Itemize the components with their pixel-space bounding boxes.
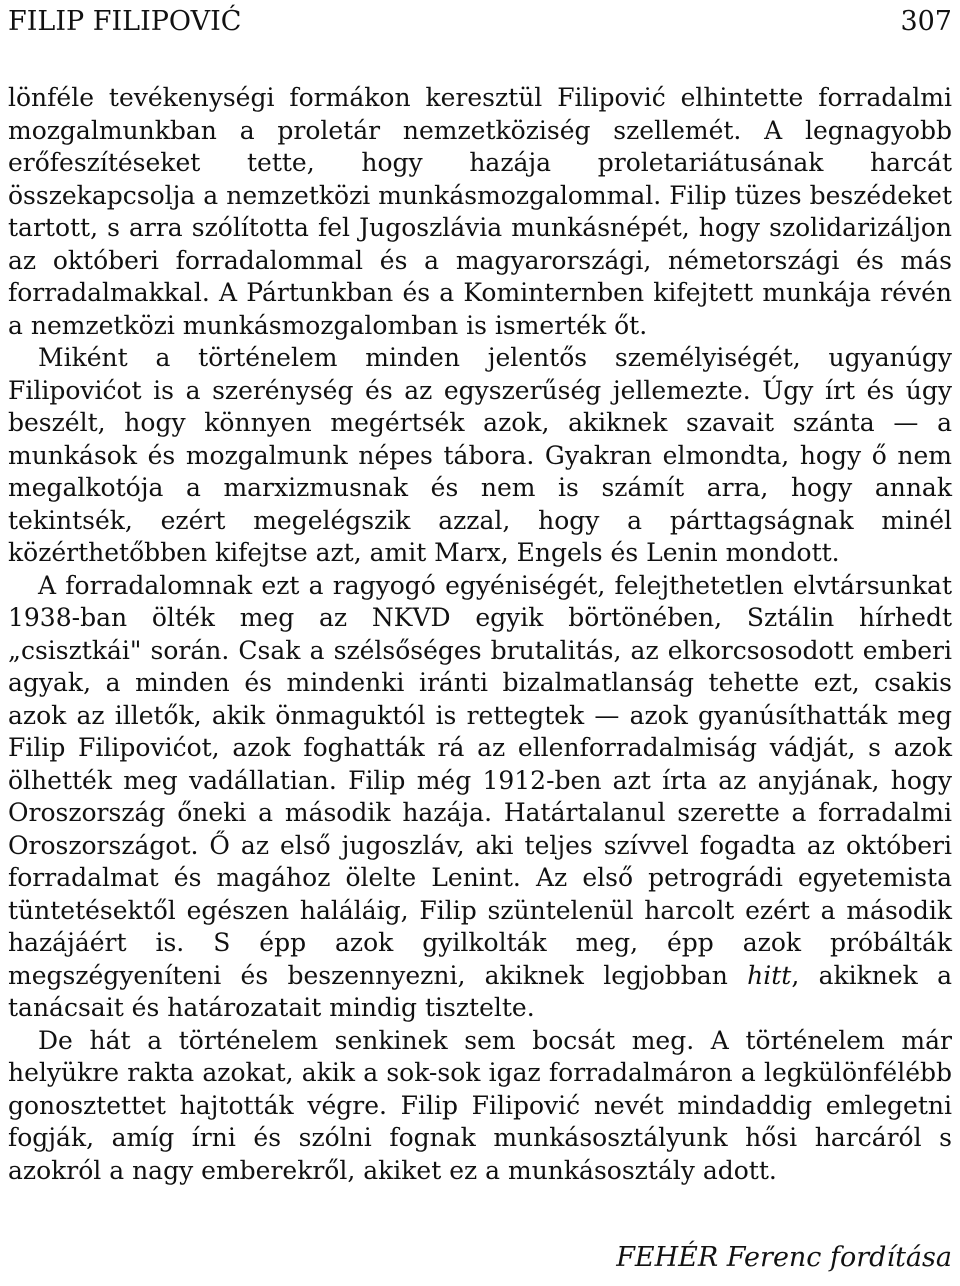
paragraph-text: A forradalomnak ezt a ragyogó egyéniségét, felejthetetlen elvtársunkat 1938-ban ölték meg az NKVD egyik börtönében, Sztálin hírhedt „csisztkái" során. Csak a szélsőséges brutalitás, az elkorcsosodott emberi agyak, a minden és mindenki iránti bizalmatlanság tehette ezt, csakis azok az illetők, akik önmaguktól is rettegtek — azok gyanúsíthatták meg Filip Filipovićot, azok foghatták rá az ellenforradalmiság vádját, s azok ölhették meg vadállatian. Filip még 1912-ben azt írta az anyjának, hogy Oroszország őneki a második hazája. Határtalanul szerette a forradalmi Oroszországot. Ő az első jugoszláv, aki teljes szívvel fogadta az októberi forradalmat és magához ölelte Lenint. Az első petrográdi egyetemista tüntetésektől egészen haláláig, Filip szüntelenül harcolt ezért a második hazájáért is. S épp azok gyilkolták meg, épp azok próbálták megszégyeníteni és beszennyezni, akiknek legjobban — [8, 570, 952, 990]
paragraph-text: lönféle tevékenységi formákon keresztül Filipović elhintette forradalmi mozgalmunkban a proletár nemzetköziség szellemét. A legnagyobb erőfeszítéseket tette, hogy hazája proletariátusának harcát összekapcsolja a nemzetközi munkásmozgalommal. Filip tüzes beszédeket tartott, s arra szólította fel Jugoszlávia munkásnépét, hogy szolidarizáljon az októberi forradalommal és a magyarországi, németországi és más forradalmakkal. A Pártunkban és a Kominternben kifejtett munkája révén a nemzetközi munkásmozgalomban is ismerték őt. — [8, 83, 952, 340]
body-text — [8, 82, 952, 1187]
paragraph-1 — [8, 82, 952, 342]
paragraph-text: De hát a történelem senkinek sem bocsát meg. A történelem már helyükre rakta azokat, akik a sok-sok igaz forradalmáron a legkülönfélébb gonosztettet hajtották végre. Filip Filipović nevét mindaddig emlegetni fogják, amíg írni és szólni fognak munkásosztályunk hősi harcáról s azokról a nagy emberekről, akiket ez a munkásosztály adott. — [8, 1025, 952, 1185]
running-title: FILIP FILIPOVIĆ — [8, 6, 242, 37]
running-header — [8, 4, 952, 40]
emphasized-word: hitt — [747, 960, 792, 990]
paragraph-4 — [8, 1025, 952, 1188]
paragraph-2 — [8, 342, 952, 570]
translator-credit: FEHÉR Ferenc fordítása — [616, 1242, 952, 1273]
paragraph-3 — [8, 570, 952, 1025]
page-number: 307 — [900, 6, 952, 37]
paragraph-text-after: , akiknek a tanácsait és határozatait mindig tisztelte. — [8, 960, 952, 1022]
paragraph-text: Miként a történelem minden jelentős személyiségét, ugyanúgy Filipovićot is a szerénység és az egyszerűség jellemezte. Úgy írt és úgy beszélt, hogy könnyen megértsék azok, akiknek szavait szánta — a munkások és mozgalmunk népes tábora. Gyakran elmondta, hogy ő nem megalkotója a marxizmusnak és nem is számít arra, hogy annak tekintsék, ezért megelégszik azzal, hogy a párttagságnak minél közérthetőbben kifejtse azt, amit Marx, Engels és Lenin mondott. — [8, 343, 952, 567]
